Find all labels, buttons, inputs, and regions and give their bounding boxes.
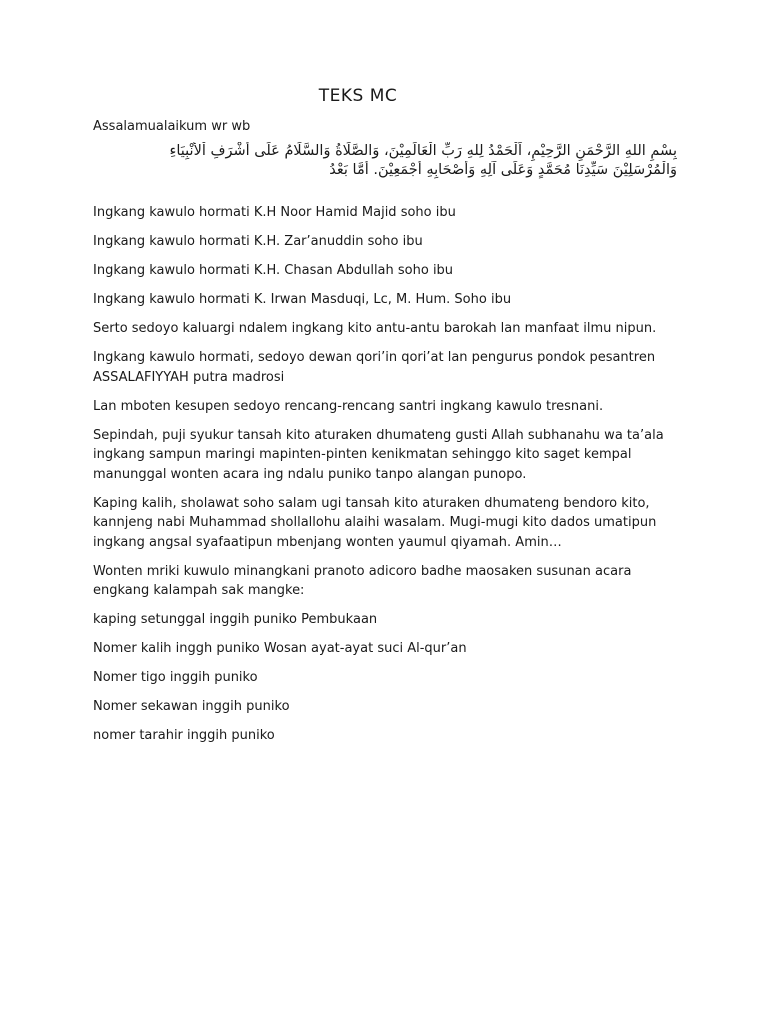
- paragraph-1: Ingkang kawulo hormati K.H Noor Hamid Majid soho ibu: [93, 205, 456, 220]
- arabic-line-1: بِسْمِ اللهِ الرَّحْمَنِ الرَّحِيْمِ، اَلْحَمْدُ لِلهِ رَبِّ الْعَالَمِيْنَ، وَالصَّلَاةُ وَالسَّلَامُ عَلَى أَشْرَفِ اْلأَنْبِيَاءِ: [169, 143, 677, 159]
- paragraph-10: Wonten mriki kuwulo minangkani pranoto adicoro badhe maosaken susunan acara engkang kalampah sak mangke:: [93, 563, 632, 598]
- paragraph-11: kaping setunggal inggih puniko Pembukaan: [93, 612, 378, 627]
- paragraph-13: Nomer tigo inggih puniko: [93, 670, 258, 685]
- paragraph-14: Nomer sekawan inggih puniko: [93, 699, 290, 714]
- paragraph-3: Ingkang kawulo hormati K.H. Chasan Abdullah soho ibu: [93, 263, 454, 278]
- paragraph-12: Nomer kalih inggh puniko Wosan ayat-ayat suci Al-qur’an: [93, 641, 467, 656]
- paragraph-9: Kaping kalih, sholawat soho salam ugi tansah kito aturaken dhumateng bendoro kito, kannjeng nabi Muhammad shollallohu alaihi wasalam. Mugi-mugi kito dados umatipun ingkang angsal syafaatipun mbenjang wonten yaumul qiyamah. Amin…: [93, 495, 657, 550]
- paragraph-15: nomer tarahir inggih puniko: [93, 728, 275, 743]
- paragraph-2: Ingkang kawulo hormati K.H. Zar’anuddin soho ibu: [93, 234, 423, 249]
- document-title: TEKS MC: [318, 86, 398, 106]
- arabic-line-2: وَالْمُرْسَلِيْنَ سَيِّدِنَا مُحَمَّدٍ وَعَلَى آلِهِ وَأَصْحَابِهِ أَجْمَعِيْنَ. أَمَّا بَعْدُ: [329, 162, 677, 178]
- paragraph-4: Ingkang kawulo hormati K. Irwan Masduqi, Lc, M. Hum. Soho ibu: [93, 292, 512, 307]
- paragraph-7: Lan mboten kesupen sedoyo rencang-rencang santri ingkang kawulo tresnani.: [93, 398, 604, 414]
- paragraph-8: Sepindah, puji syukur tansah kito aturaken dhumateng gusti Allah subhanahu wa ta’ala ingkang sampun maringi mapinten-pinten kenikmatan sehinggo kito saget kempal manunggal wonten acara ing ndalu puniko tanpo alangan punopo.: [93, 427, 664, 482]
- paragraph-6: Ingkang kawulo hormati, sedoyo dewan qori’in qori’at lan pengurus pondok pesantren ASSALAFIYYAH putra madrosi: [93, 350, 656, 385]
- arabic-opening: [93, 142, 677, 180]
- greeting-text: Assalamualaikum wr wb: [93, 119, 251, 134]
- paragraph-5: Serto sedoyo kaluargi ndalem ingkang kito antu-antu barokah lan manfaat ilmu nipun.: [93, 321, 657, 336]
- document-body: [93, 203, 683, 755]
